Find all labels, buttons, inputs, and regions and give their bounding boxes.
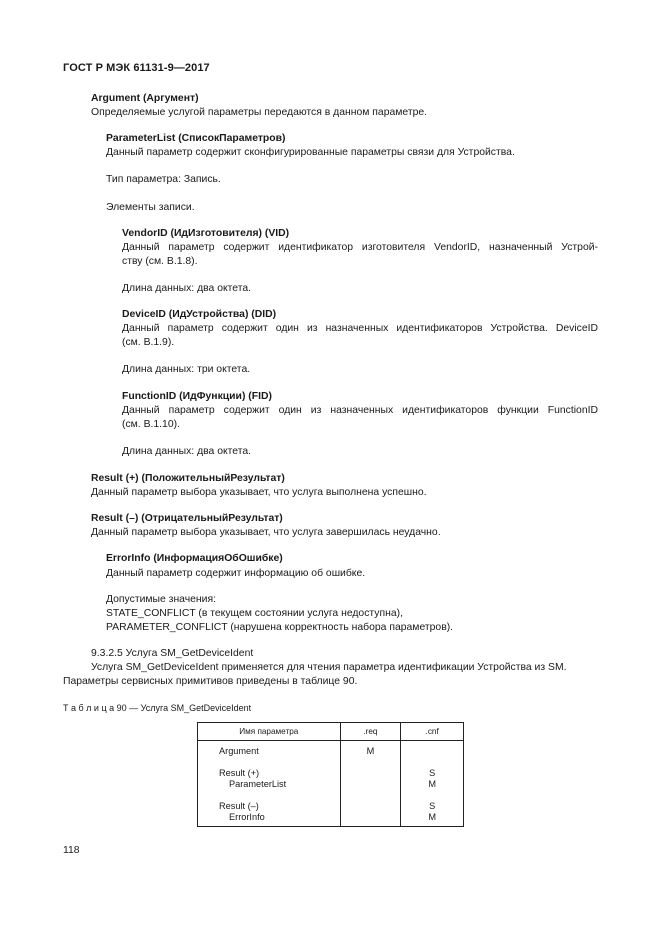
parameterlist-title: ParameterList (СписокПараметров) bbox=[106, 133, 286, 144]
row-req bbox=[341, 779, 401, 790]
page-number: 118 bbox=[63, 845, 80, 856]
table-caption-label: Т а б л и ц а bbox=[63, 703, 115, 713]
errorinfo-title: ErrorInfo (ИнформацияОбОшибке) bbox=[106, 553, 283, 564]
allowed-value-state-conflict: STATE_CONFLICT (в текущем состоянии услуга недоступна), bbox=[106, 608, 403, 619]
table-row bbox=[198, 741, 464, 769]
functionid-description-line1: Данный параметр содержит один из назначенных идентификаторов функции FunctionID bbox=[122, 405, 598, 416]
row-name: Result (–) bbox=[219, 801, 259, 811]
errorinfo-description: Данный параметр содержит информацию об ошибке. bbox=[106, 568, 366, 579]
table-caption bbox=[63, 703, 251, 713]
argument-description: Определяемые услугой параметры передаются в данном параметре. bbox=[91, 107, 428, 118]
header-parameter-name: Имя параметра bbox=[198, 723, 341, 741]
table-row bbox=[198, 768, 464, 801]
record-elements: Элементы записи. bbox=[106, 202, 195, 213]
deviceid-description-line2: (см. В.1.9). bbox=[122, 337, 175, 348]
vendorid-description-line2: ству (см. В.1.8). bbox=[122, 256, 198, 267]
row-name: ParameterList bbox=[229, 779, 287, 789]
parameter-type: Тип параметра: Запись. bbox=[106, 174, 221, 185]
row-name: Result (+) bbox=[219, 768, 260, 778]
table-caption-title: 90 — Услуга SM_GetDeviceIdent bbox=[116, 703, 252, 713]
functionid-data-length: Длина данных: два октета. bbox=[122, 446, 252, 457]
vendorid-description-line1: Данный параметр содержит идентификатор изготовителя VendorID, назначенный Устрой- bbox=[122, 242, 598, 253]
header-cnf: .cnf bbox=[401, 723, 464, 741]
result-negative-title: Result (–) (ОтрицательныйРезультат) bbox=[91, 513, 283, 524]
row-name: ErrorInfo bbox=[229, 812, 265, 822]
row-cnf: M bbox=[428, 779, 436, 789]
deviceid-description-line1: Данный параметр содержит один из назначенных идентификаторов Устройства. DeviceID bbox=[122, 323, 598, 334]
functionid-title: FunctionID (ИдФункции) (FID) bbox=[122, 391, 272, 402]
row-cnf bbox=[401, 746, 463, 757]
row-cnf: S bbox=[429, 768, 436, 778]
row-cnf: S bbox=[429, 801, 436, 811]
document-header: ГОСТ Р МЭК 61131-9—2017 bbox=[63, 62, 210, 74]
section-title: 9.3.2.5 Услуга SM_GetDeviceIdent bbox=[91, 648, 254, 659]
parameterlist-description: Данный параметр содержит сконфигурированные параметры связи для Устройства. bbox=[106, 147, 515, 158]
deviceid-title: DeviceID (ИдУстройства) (DID) bbox=[122, 309, 277, 320]
deviceid-data-length: Длина данных: три октета. bbox=[122, 364, 251, 375]
result-positive-title: Result (+) (ПоложительныйРезультат) bbox=[91, 473, 285, 484]
row-name: Argument bbox=[219, 746, 259, 756]
row-req bbox=[341, 812, 401, 823]
row-req: M bbox=[366, 746, 375, 756]
row-req bbox=[341, 768, 401, 779]
result-positive-description: Данный параметр выбора указывает, что услуга выполнена успешно. bbox=[91, 487, 427, 498]
vendorid-title: VendorID (ИдИзготовителя) (VID) bbox=[122, 228, 290, 239]
functionid-description-line2: (см. В.1.10). bbox=[122, 419, 180, 430]
header-req: .req bbox=[340, 723, 401, 741]
table-row bbox=[198, 801, 464, 827]
row-cnf: M bbox=[428, 812, 436, 822]
section-paragraph-line2: Параметры сервисных примитивов приведены в таблице 90. bbox=[63, 676, 358, 687]
allowed-values-label: Допустимые значения: bbox=[106, 594, 216, 605]
result-negative-description: Данный параметр выбора указывает, что услуга завершилась неудачно. bbox=[91, 527, 441, 538]
row-req bbox=[341, 801, 401, 812]
parameters-table bbox=[197, 722, 464, 827]
argument-title: Argument (Аргумент) bbox=[91, 93, 199, 104]
allowed-value-parameter-conflict: PARAMETER_CONFLICT (нарушена корректность набора параметров). bbox=[106, 622, 454, 633]
section-paragraph-line1: Услуга SM_GetDeviceIdent применяется для чтения параметра идентификации Устройства из SM. bbox=[91, 662, 567, 673]
vendorid-data-length: Длина данных: два октета. bbox=[122, 283, 252, 294]
